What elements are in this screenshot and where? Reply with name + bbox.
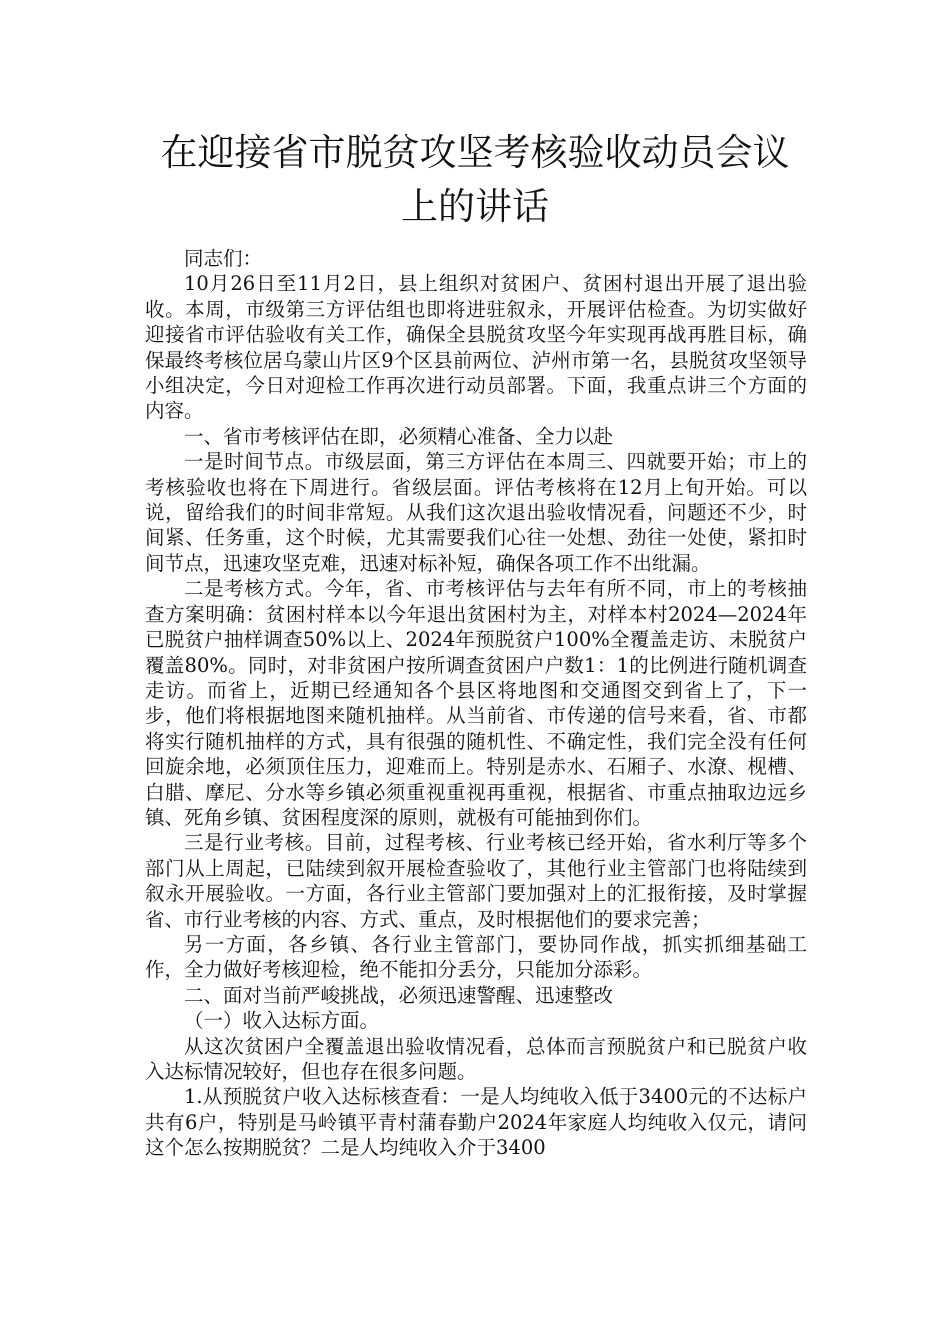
document-title: 在迎接省市脱贫攻坚考核验收动员会议上的讲话	[160, 131, 790, 228]
paragraph-time-nodes: 一是时间节点。市级层面，第三方评估在本周三、四就要开始；市上的考核验收也将在下周进行。省级层面。评估考核将在12月上旬开始。可以说，留给我们的时间非常短。从我们这次退出验收情况看，问题还不少，时间紧、任务重，这个时候，尤其需要我们心往一处想、劲往一处使，紧扣时间节点，迅速攻坚克难，迅速对标补短，确保各项工作不出纰漏。	[145, 450, 807, 575]
salutation: 同志们：	[184, 247, 263, 270]
subheading-income: （一）收入达标方面。	[184, 1009, 380, 1033]
paragraph-coordination: 另一方面，各乡镇、各行业主管部门，要协同作战，抓实抓细基础工作，全力做好考核迎检，绝不能扣分丢分，只能加分添彩。	[145, 932, 807, 982]
paragraph-industry-assessment: 三是行业考核。目前，过程考核、行业考核已经开始，省水利厅等多个部门从上周起，已陆续到叙开展检查验收了，其他行业主管部门也将陆续到叙永开展验收。一方面，各行业主管部门要加强对上的汇报衔接，及时掌握省、市行业考核的内容、方式、重点，及时根据他们的要求完善；	[145, 831, 807, 931]
paragraph-income-check: 1.从预脱贫户收入达标核查看：一是人均纯收入低于3400元的不达标户共有6户，特别是马岭镇平青村蒲春勤户2024年家庭人均纯收入仅元，请问这个怎么按期脱贫？二是人均纯收入介于3400	[145, 1085, 807, 1160]
heading-section-2: 二、面对当前严峻挑战，必须迅速警醒、迅速整改	[184, 983, 614, 1007]
paragraph-intro: 10月26日至11月2日，县上组织对贫困户、贫困村退出开展了退出验收。本周，市级第三方评估组也即将进驻叙永，开展评估检查。为切实做好迎接省市评估验收有关工作，确保全县脱贫攻坚今年实现再战再胜目标，确保最终考核位居乌蒙山片区9个区县前两位、泸州市第一名，县脱贫攻坚领导小组决定，今日对迎检工作再次进行动员部署。下面，我重点讲三个方面的内容。	[145, 272, 807, 423]
paragraph-income-overview: 从这次贫困户全覆盖退出验收情况看，总体而言预脱贫户和已脱贫户收入达标情况较好，但也存在很多问题。	[145, 1034, 807, 1083]
paragraph-assessment-method: 二是考核方式。今年，省、市考核评估与去年有所不同，市上的考核抽查方案明确：贫困村样本以今年退出贫困村为主，对样本村2024—2024年已脱贫户抽样调查50%以上、2024年预脱贫户100%全覆盖走访、未脱贫户覆盖80%。同时，对非贫困户按所调查贫困户户数1：1的比例进行随机调查走访。而省上，近期已经通知各个县区将地图和交通图交到省上了，下一步，他们将根据地图来随机抽样。从当前省、市传递的信号来看，省、市都将实行随机抽样的方式，具有很强的随机性、不确定性，我们完全没有任何回旋余地，必须顶住压力，迎难而上。特别是赤水、石厢子、水潦、枧槽、白腊、摩尼、分水等乡镇必须重视重视再重视，根据省、市重点抽取边远乡镇、死角乡镇、贫困程度深的原则，就极有可能抽到你们。	[145, 577, 807, 829]
heading-section-1: 一、省市考核评估在即，必须精心准备、全力以赴	[184, 424, 614, 448]
document-body	[145, 246, 807, 1161]
